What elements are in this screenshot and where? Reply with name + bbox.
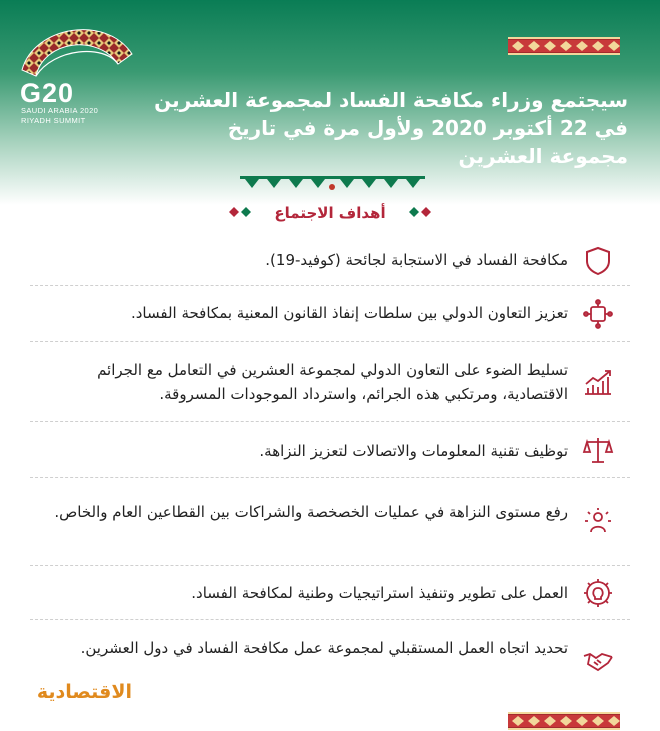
sadu-strip-top-icon (508, 37, 620, 55)
sadu-strip-bottom-icon (508, 712, 620, 730)
gear-bulb-icon (582, 577, 614, 609)
motif-right-icon (409, 207, 431, 217)
brand-name: الاقتصادية (36, 681, 132, 703)
item-text: تسليط الضوء على التعاون الدولي لمجموعة العشرين في التعامل مع الجرائم الاقتصادية، ومرتكبي هذه الجرائم، واسترداد الموجودات المسروقة. (97, 361, 568, 403)
handshake-icon (582, 644, 614, 676)
growth-chart-icon (582, 366, 614, 398)
list-item (30, 342, 630, 422)
scales-icon (582, 434, 614, 466)
brand-logo (20, 681, 132, 707)
item-text: رفع مستوى النزاهة في عمليات الخصخصة والشراكات بين القطاعين العام والخاص. (54, 503, 568, 521)
list-item (30, 236, 630, 286)
item-text: تعزيز التعاون الدولي بين سلطات إنفاذ القانون المعنية بمكافحة الفساد. (130, 304, 568, 322)
person-network-icon (582, 506, 614, 538)
page-title: سيجتمع وزراء مكافحة الفساد لمجموعة العشرين في 22 أكتوبر 2020 ولأول مرة في تاريخ مجموعة العشرين (154, 88, 628, 168)
section-title: أهداف الاجتماع (274, 204, 386, 222)
g20-subtitle-line2: RIYADH SUMMIT (21, 116, 86, 125)
g20-wordmark: G20 (20, 78, 75, 108)
item-text: توظيف تقنية المعلومات والاتصالات لتعزيز النزاهة. (259, 442, 568, 460)
list-item (30, 478, 630, 566)
item-text: العمل على تطوير وتنفيذ استراتيجيات وطنية لمكافحة الفساد. (191, 584, 568, 602)
section-header (225, 200, 435, 226)
list-item (30, 422, 630, 478)
g20-subtitle-line1: SAUDI ARABIA 2020 (21, 106, 99, 115)
shield-icon (582, 245, 614, 277)
item-text: تحديد اتجاه العمل المستقبلي لمجموعة عمل مكافحة الفساد في دول العشرين. (80, 639, 568, 657)
ornament-divider-icon (240, 176, 425, 192)
g20-subtitle (21, 106, 98, 126)
list-item (30, 566, 630, 620)
puzzle-hands-icon (582, 298, 614, 330)
item-text: مكافحة الفساد في الاستجابة لجائحة (كوفيد-19). (265, 251, 568, 269)
list-item (30, 286, 630, 342)
